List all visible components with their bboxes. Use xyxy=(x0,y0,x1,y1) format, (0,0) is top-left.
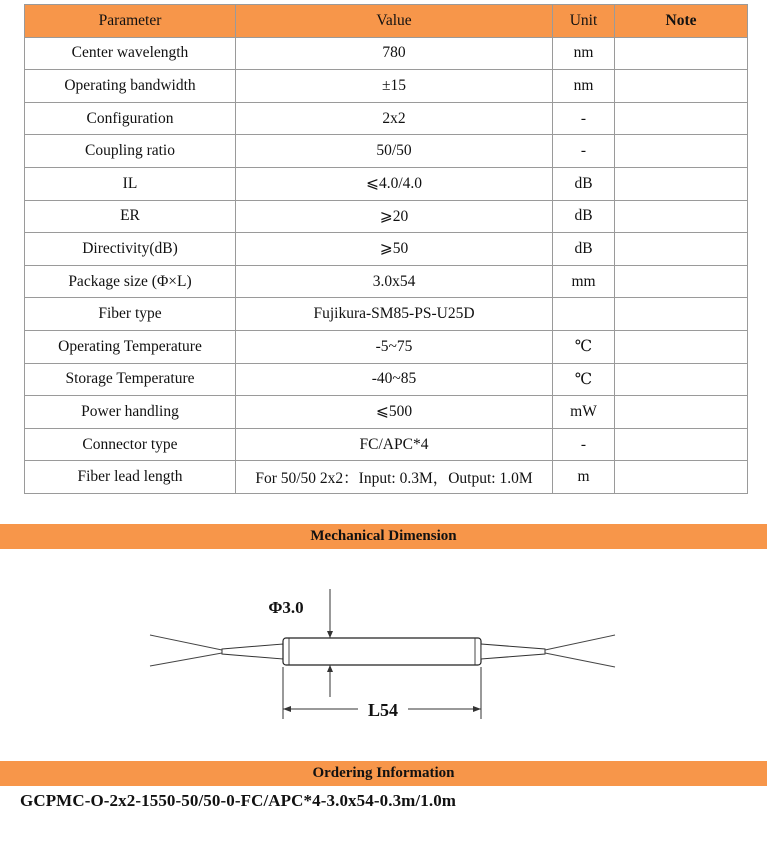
cell-note xyxy=(615,298,748,331)
cell-note xyxy=(615,200,748,233)
cell-value: 2x2 xyxy=(236,102,553,135)
cell-value: ⩽500 xyxy=(236,396,553,429)
right-boot xyxy=(481,644,545,659)
cell-parameter: Configuration xyxy=(25,102,236,135)
cell-parameter: IL xyxy=(25,167,236,200)
cell-parameter: Center wavelength xyxy=(25,37,236,70)
table-row xyxy=(25,135,748,168)
cell-value: ±15 xyxy=(236,70,553,103)
cell-parameter: Connector type xyxy=(25,428,236,461)
header-parameter: Parameter xyxy=(25,5,236,38)
ordering-information-title: Ordering Information xyxy=(0,761,767,786)
cell-unit: - xyxy=(553,135,615,168)
left-boot xyxy=(222,644,283,659)
table-row xyxy=(25,102,748,135)
cell-value: ⩽4.0/4.0 xyxy=(236,167,553,200)
cell-note xyxy=(615,396,748,429)
length-arrow-right xyxy=(473,706,481,712)
right-fiber-upper xyxy=(545,635,615,650)
cell-unit: ℃ xyxy=(553,363,615,396)
cell-parameter: Power handling xyxy=(25,396,236,429)
cell-value: 50/50 xyxy=(236,135,553,168)
cell-value: FC/APC*4 xyxy=(236,428,553,461)
mechanical-drawing xyxy=(0,549,767,759)
table-row xyxy=(25,233,748,266)
diameter-arrow-top xyxy=(327,631,333,638)
cell-unit: dB xyxy=(553,200,615,233)
cell-value: ⩾20 xyxy=(236,200,553,233)
diameter-label: Φ3.0 xyxy=(268,598,304,617)
cell-unit: dB xyxy=(553,167,615,200)
cell-note xyxy=(615,167,748,200)
cell-parameter: Operating bandwidth xyxy=(25,70,236,103)
table-row xyxy=(25,396,748,429)
table-row xyxy=(25,428,748,461)
right-fiber-lower xyxy=(545,653,615,667)
cell-unit xyxy=(553,298,615,331)
table-row xyxy=(25,298,748,331)
cell-value: ⩾50 xyxy=(236,233,553,266)
left-fiber-lower xyxy=(150,653,222,666)
cell-value: 780 xyxy=(236,37,553,70)
cell-parameter: Coupling ratio xyxy=(25,135,236,168)
cell-value: -40~85 xyxy=(236,363,553,396)
cell-unit: - xyxy=(553,102,615,135)
mechanical-dimension-title: Mechanical Dimension xyxy=(0,524,767,549)
cell-unit: m xyxy=(553,461,615,494)
cell-parameter: ER xyxy=(25,200,236,233)
spec-table xyxy=(24,4,748,494)
spec-table-body xyxy=(25,37,748,493)
table-row xyxy=(25,200,748,233)
cell-parameter: Package size (Φ×L) xyxy=(25,265,236,298)
table-row xyxy=(25,265,748,298)
cell-note xyxy=(615,330,748,363)
cell-parameter: Storage Temperature xyxy=(25,363,236,396)
length-label: L54 xyxy=(367,700,399,720)
cell-parameter: Operating Temperature xyxy=(25,330,236,363)
cell-note xyxy=(615,428,748,461)
cell-unit: nm xyxy=(553,70,615,103)
cell-value: -5~75 xyxy=(236,330,553,363)
cell-note xyxy=(615,70,748,103)
cell-note xyxy=(615,102,748,135)
header-note: Note xyxy=(615,5,748,38)
table-row xyxy=(25,167,748,200)
cell-unit: - xyxy=(553,428,615,461)
cell-value: For 50/50 2x2：Input: 0.3M，Output: 1.0M xyxy=(236,461,553,494)
cell-value: Fujikura-SM85-PS-U25D xyxy=(236,298,553,331)
cell-unit: mW xyxy=(553,396,615,429)
cell-parameter: Directivity(dB) xyxy=(25,233,236,266)
cell-value: 3.0x54 xyxy=(236,265,553,298)
table-row xyxy=(25,461,748,494)
cell-note xyxy=(615,233,748,266)
cell-unit: ℃ xyxy=(553,330,615,363)
cell-unit: dB xyxy=(553,233,615,266)
cell-note xyxy=(615,135,748,168)
cell-note xyxy=(615,461,748,494)
cell-parameter: Fiber type xyxy=(25,298,236,331)
header-unit: Unit xyxy=(553,5,615,38)
diameter-arrow-bottom xyxy=(327,665,333,672)
table-header-row xyxy=(25,5,748,38)
cell-unit: mm xyxy=(553,265,615,298)
cell-note xyxy=(615,363,748,396)
cell-note xyxy=(615,37,748,70)
ordering-code: GCPMC-O-2x2-1550-50/50-0-FC/APC*4-3.0x54-0.3m/1.0m xyxy=(20,791,457,810)
table-row xyxy=(25,363,748,396)
table-row xyxy=(25,330,748,363)
cell-parameter: Fiber lead length xyxy=(25,461,236,494)
table-row xyxy=(25,37,748,70)
cell-unit: nm xyxy=(553,37,615,70)
left-fiber-upper xyxy=(150,635,222,650)
table-row xyxy=(25,70,748,103)
coupler-tube xyxy=(283,638,481,665)
header-value: Value xyxy=(236,5,553,38)
cell-note xyxy=(615,265,748,298)
length-arrow-left xyxy=(283,706,291,712)
